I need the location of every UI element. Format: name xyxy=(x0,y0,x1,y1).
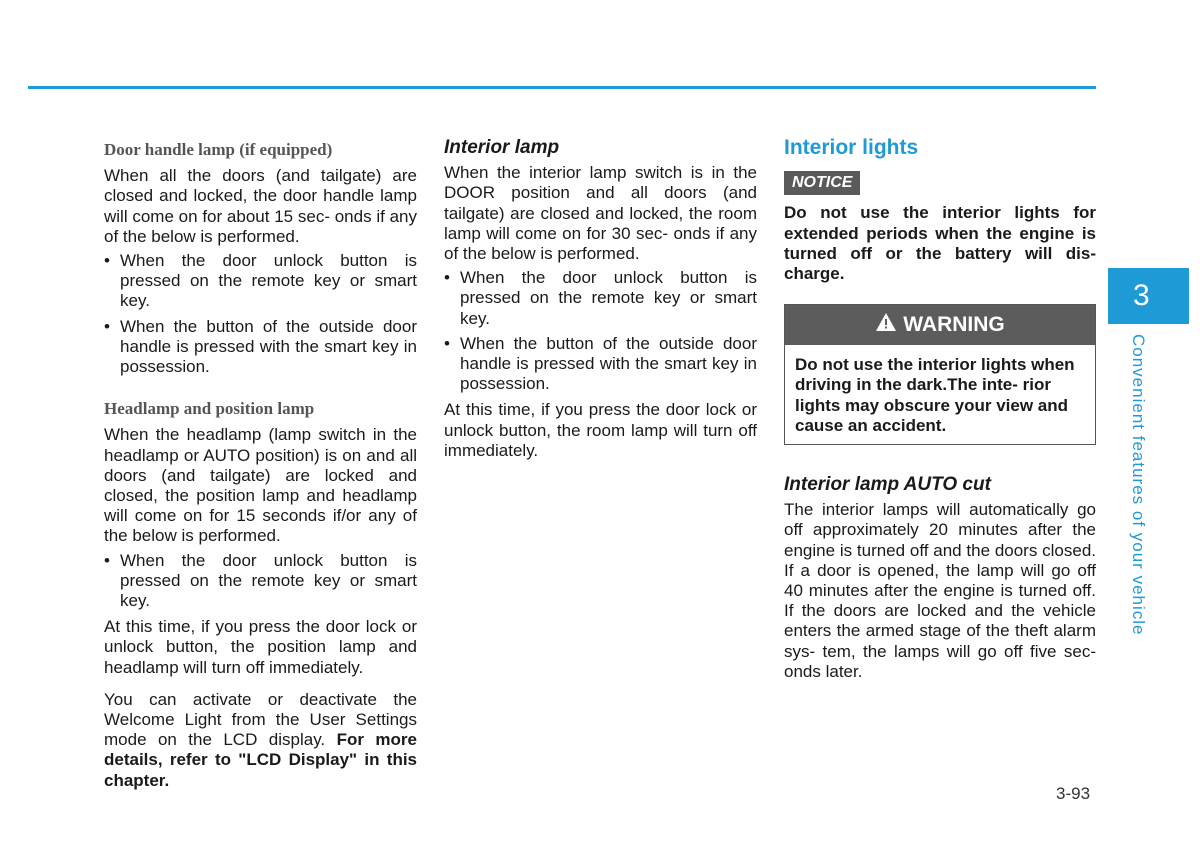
page-number: 3-93 xyxy=(1056,784,1091,803)
bullet-list xyxy=(104,551,417,612)
warning-box xyxy=(784,304,1096,445)
paragraph: At this time, if you press the door lock or unlock button, the position lamp and headlamp will turn off immediately. xyxy=(104,617,417,677)
section-heading-interior-lights: Interior lights xyxy=(784,136,919,159)
list-item: • When the door unlock button is pressed on the remote key or smart key. xyxy=(444,268,757,328)
header-rule xyxy=(28,86,1096,89)
warning-triangle-icon xyxy=(875,306,897,346)
section-heading-door-handle-lamp: Door handle lamp (if equipped) xyxy=(104,140,333,159)
warning-text: Do not use the interior lights when driving in the dark.The inte- rior lights may obscure your view and cause an accident. xyxy=(795,355,1075,435)
bullet-icon: • xyxy=(104,550,110,570)
list-item: • When the door unlock button is pressed on the remote key or smart key. xyxy=(104,550,417,611)
bullet-icon: • xyxy=(104,251,110,271)
notice-badge: NOTICE xyxy=(784,171,860,195)
bullet-list xyxy=(444,268,757,394)
warning-header xyxy=(785,305,1095,345)
list-item: • When the door unlock button is pressed on the remote key or smart key. xyxy=(104,251,417,311)
reference-text: For more details, refer to "LCD Display" in this chapter. xyxy=(104,730,417,790)
bullet-icon: • xyxy=(444,268,450,288)
column-left xyxy=(104,136,417,791)
paragraph: When the interior lamp switch is in the DOOR position and all doors (and tailgate) are closed and locked, the room lamp will come on for 30 sec- onds if any of the below is performed. xyxy=(444,163,757,264)
paragraph: At this time, if you press the door lock or unlock button, the room lamp will turn off immediately. xyxy=(444,400,757,460)
section-heading-interior-lamp: Interior lamp xyxy=(444,137,560,158)
warning-label: WARNING xyxy=(903,313,1005,337)
bullet-icon: • xyxy=(104,316,110,336)
notice-text: Do not use the interior lights for extended periods when the engine is turned off or the battery will dis- charge. xyxy=(784,203,1096,284)
section-heading-auto-cut: Interior lamp AUTO cut xyxy=(784,474,991,496)
list-item: • When the button of the outside door handle is pressed with the smart key in possession. xyxy=(104,316,417,377)
paragraph: The interior lamps will automatically go off approximately 20 minutes after the engine is turned off and the doors closed. If a door is opened, the lamp will go off 40 minutes after the engine is turned off. If the doors are locked and the vehicle enters the armed stage of the theft alarm sys- tem, the lamps will go off five sec- onds later. xyxy=(784,500,1096,681)
chapter-tab: 3 xyxy=(1108,268,1189,324)
list-item: • When the button of the outside door handle is pressed with the smart key in possession. xyxy=(444,333,757,394)
section-heading-headlamp: Headlamp and position lamp xyxy=(104,399,315,419)
column-middle xyxy=(444,136,757,461)
paragraph: When all the doors (and tailgate) are closed and locked, the door handle lamp will come on for about 15 sec- onds if any of the below is performed. xyxy=(104,166,417,246)
paragraph xyxy=(104,690,417,791)
bullet-icon: • xyxy=(444,333,450,353)
paragraph: When the headlamp (lamp switch in the headlamp or AUTO position) is on and all doors (and tailgate) are locked and closed, the position lamp and headlamp will come on for 15 seconds if/or any of the below is performed. xyxy=(104,425,417,546)
bullet-list xyxy=(104,251,417,377)
chapter-title: Convenient features of your vehicle xyxy=(1129,334,1148,636)
column-right xyxy=(784,136,1096,682)
welcome-light-text: You can activate or deactivate the Welcome Light from the User Settings mode on the LCD display. xyxy=(104,689,417,750)
